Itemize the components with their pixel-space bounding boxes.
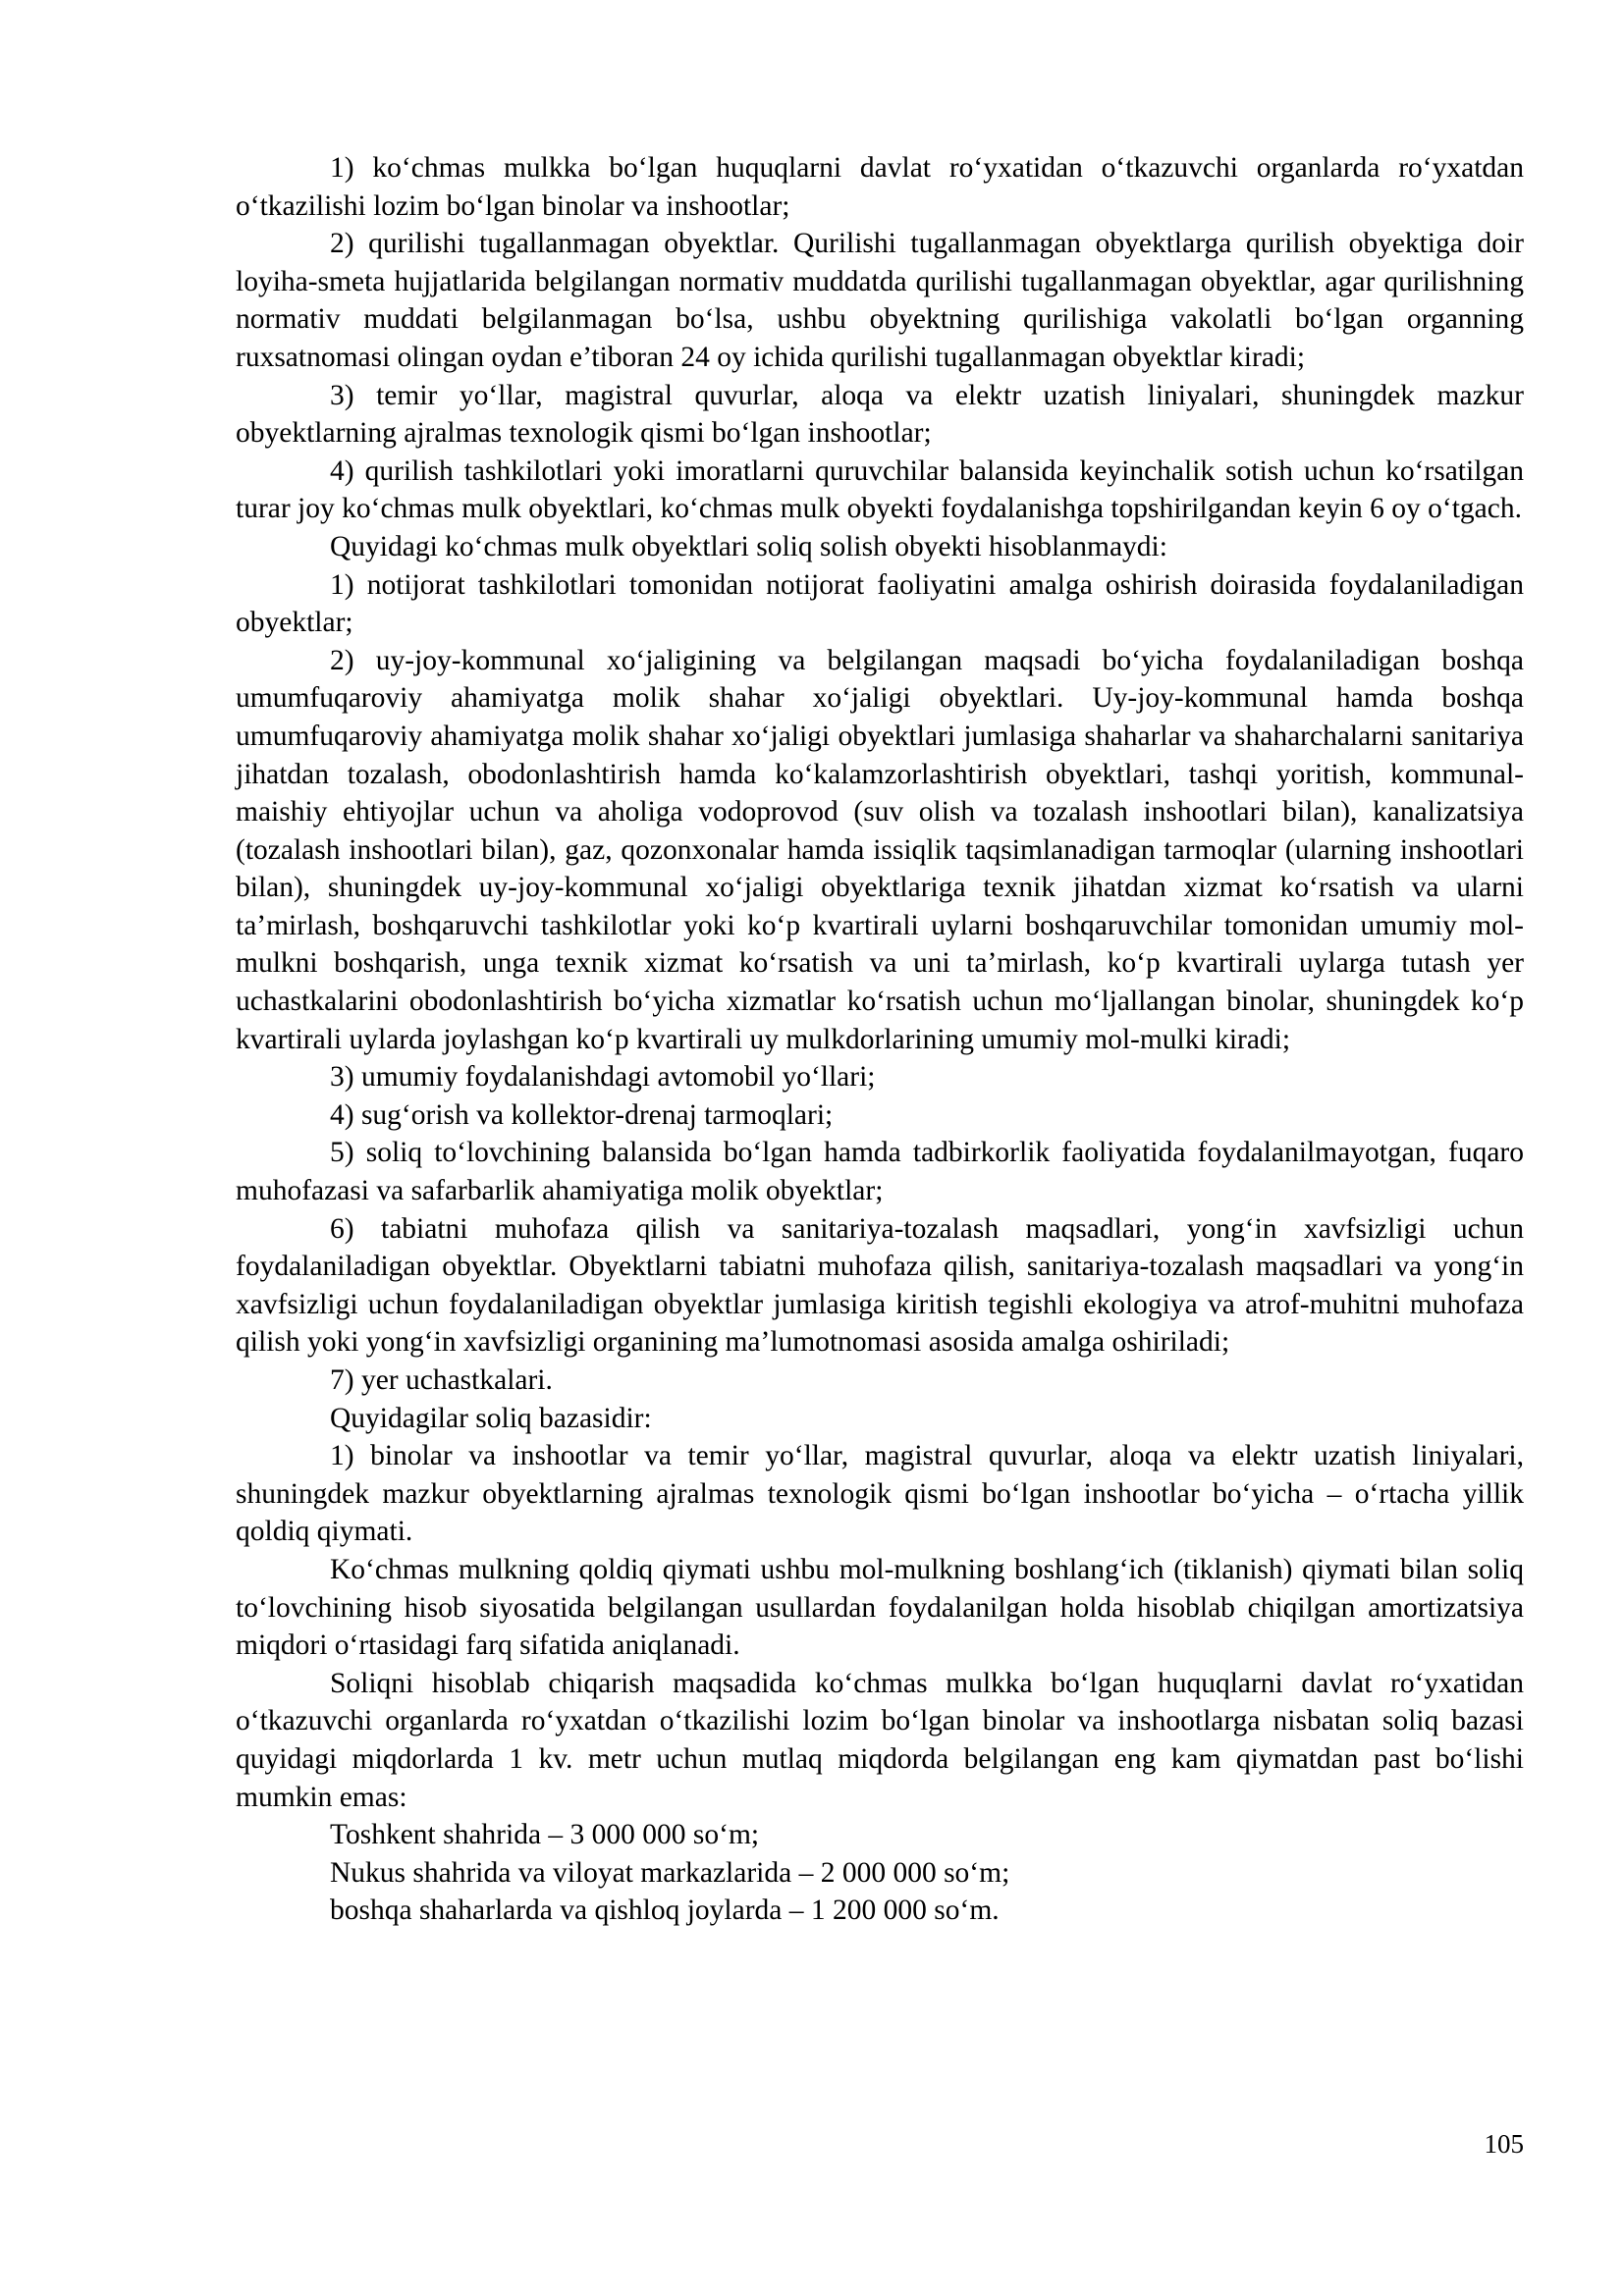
- page-number: 105: [1484, 2129, 1524, 2159]
- rate-nukus-regional-centers: Nukus shahrida va viloyat markazlarida – 2 000 000 so‘m;: [330, 1856, 1010, 1889]
- paragraph-environmental-fire-safety: 6) tabiatni muhofaza qilish va sanitariya-tozalash maqsadlari, yong‘in xavfsizligi uchun foydalaniladigan obyektlar. Obyektlarni tabiatni muhofaza qilish, sanitariya-tozalash maqsadlari va yong‘in xavfsizligi uchun foydalaniladigan obyektlar jumlasiga kiritish tegishli ekologiya va atrof-muhitni muhofaza qilish yoki yong‘in xavfsizligi organining ma’lumotnomasi asosida amalga oshiriladi;: [236, 1212, 1524, 1359]
- paragraph-land-plots: 7) yer uchastkalari.: [330, 1364, 553, 1396]
- paragraph-civil-defense: 5) soliq to‘lovchining balansida bo‘lgan hamda tadbirkorlik faoliyatida foydalanilmayotgan, fuqaro muhofazasi va safarbarlik ahamiyatiga molik obyektlar;: [236, 1137, 1524, 1207]
- paragraph-taxable-registered-buildings: 1) ko‘chmas mulkka bo‘lgan huquqlarni davlat ro‘yxatidan o‘tkazuvchi organlarda ro‘yxatdan o‘tkazilishi lozim bo‘lgan binolar va inshootlar;: [236, 152, 1524, 222]
- rate-tashkent: Toshkent shahrida – 3 000 000 so‘m;: [330, 1819, 760, 1851]
- paragraph-irrigation-drainage: 4) sug‘orish va kollektor-drenaj tarmoqlari;: [330, 1098, 834, 1131]
- rate-other-cities-rural: boshqa shaharlarda va qishloq joylarda – 1 200 000 so‘m.: [330, 1895, 1000, 1927]
- paragraph-nonprofit-objects: 1) notijorat tashkilotlari tomonidan notijorat faoliyatini amalga oshirish doirasida foydalaniladigan obyektlar;: [236, 568, 1524, 639]
- paragraph-public-roads: 3) umumiy foydalanishdagi avtomobil yo‘llari;: [330, 1061, 876, 1094]
- paragraph-tax-base-heading: Quyidagilar soliq bazasidir:: [330, 1402, 652, 1434]
- paragraph-housing-communal: 2) uy-joy-kommunal xo‘jaligining va belgilangan maqsadi bo‘yicha foydalaniladigan boshqa umumfuqaroviy ahamiyatga molik shahar xo‘jaligi obyektlari. Uy-joy-kommunal hamda boshqa umumfuqaroviy ahamiyatga molik shahar xo‘jaligi obyektlari jumlasiga shaharlar va shaharchalarni sanitariya jihatdan tozalash, obodonlashtirish hamda ko‘kalamzorlashtirish obyektlari, tashqi yoritish, kommunal-maishiy ehtiyojlar uchun va aholiga vodoprovod (suv olish va tozalash inshootlari bilan), kanalizatsiya (tozalash inshootlari bilan), gaz, qozonxonalar hamda issiqlik taqsimlanadigan tarmoqlar (ularning inshootlari bilan), shuningdek uy-joy-kommunal xo‘jaligi obyektlariga texnik jihatdan xizmat ko‘rsatish va ularni ta’mirlash, boshqaruvchi tashkilotlar yoki ko‘p kvartirali uylarni boshqaruvchilar tomonidan umumiy mol-mulkni boshqarish, unga texnik xizmat ko‘rsatish va uni ta’mirlash, ko‘p kvartirali uylarga tutash yer uchastkalarini obodonlashtirish bo‘yicha xizmatlar ko‘rsatish uchun mo‘ljallangan binolar, shuningdek ko‘p kvartirali uylarda joylashgan ko‘p kvartirali uy mulkdorlarining umumiy mol-mulki kiradi;: [236, 644, 1524, 1055]
- paragraph-average-residual-value: 1) binolar va inshootlar va temir yo‘llar, magistral quvurlar, aloqa va elektr uzatish liniyalari, shuningdek mazkur obyektlarning ajralmas texnologik qismi bo‘lgan inshootlar bo‘yicha – o‘rtacha yillik qoldiq qiymati.: [236, 1440, 1524, 1548]
- paragraph-not-taxable-heading: Quyidagi ko‘chmas mulk obyektlari soliq solish obyekti hisoblanmaydi:: [330, 530, 1167, 562]
- paragraph-railways-pipelines: 3) temir yo‘llar, magistral quvurlar, aloqa va elektr uzatish liniyalari, shuningdek mazkur obyektlarning ajralmas texnologik qismi bo‘lgan inshootlar;: [236, 379, 1524, 450]
- paragraph-residential-for-sale: 4) qurilish tashkilotlari yoki imoratlarni quruvchilar balansida keyinchalik sotish uchun ko‘rsatilgan turar joy ko‘chmas mulk obyektlari, ko‘chmas mulk obyekti foydalanishga topshirilgandan keyin 6 oy o‘tgach.: [236, 454, 1524, 525]
- paragraph-residual-value-definition: Ko‘chmas mulkning qoldiq qiymati ushbu mol-mulkning boshlang‘ich (tiklanish) qiymati bilan soliq to‘lovchining hisob siyosatida belgilangan usullardan foydalanilgan holda hisoblab chiqilgan amortizatsiya miqdori o‘rtasidagi farq sifatida aniqlanadi.: [236, 1553, 1524, 1662]
- paragraph-unfinished-construction: 2) qurilishi tugallanmagan obyektlar. Qurilishi tugallanmagan obyektlarga qurilish obyektiga doir loyiha-smeta hujjatlarida belgilangan normativ muddatda qurilishi tugallanmagan obyektlar, agar qurilishning normativ muddati belgilanmagan bo‘lsa, ushbu obyektning qurilishiga vakolatli bo‘lgan organning ruxsatnomasi olingan oydan e’tiboran 24 oy ichida qurilishi tugallanmagan obyektlar kiradi;: [236, 228, 1524, 373]
- document-body: [236, 149, 1524, 1930]
- paragraph-minimum-value: Soliqni hisoblab chiqarish maqsadida ko‘chmas mulkka bo‘lgan huquqlarni davlat ro‘yxatidan o‘tkazuvchi organlarda ro‘yxatdan o‘tkazilishi lozim bo‘lgan binolar va inshootlarga nisbatan soliq bazasi quyidagi miqdorlarda 1 kv. metr uchun mutlaq miqdorda belgilangan eng kam qiymatdan past bo‘lishi mumkin emas:: [236, 1667, 1524, 1813]
